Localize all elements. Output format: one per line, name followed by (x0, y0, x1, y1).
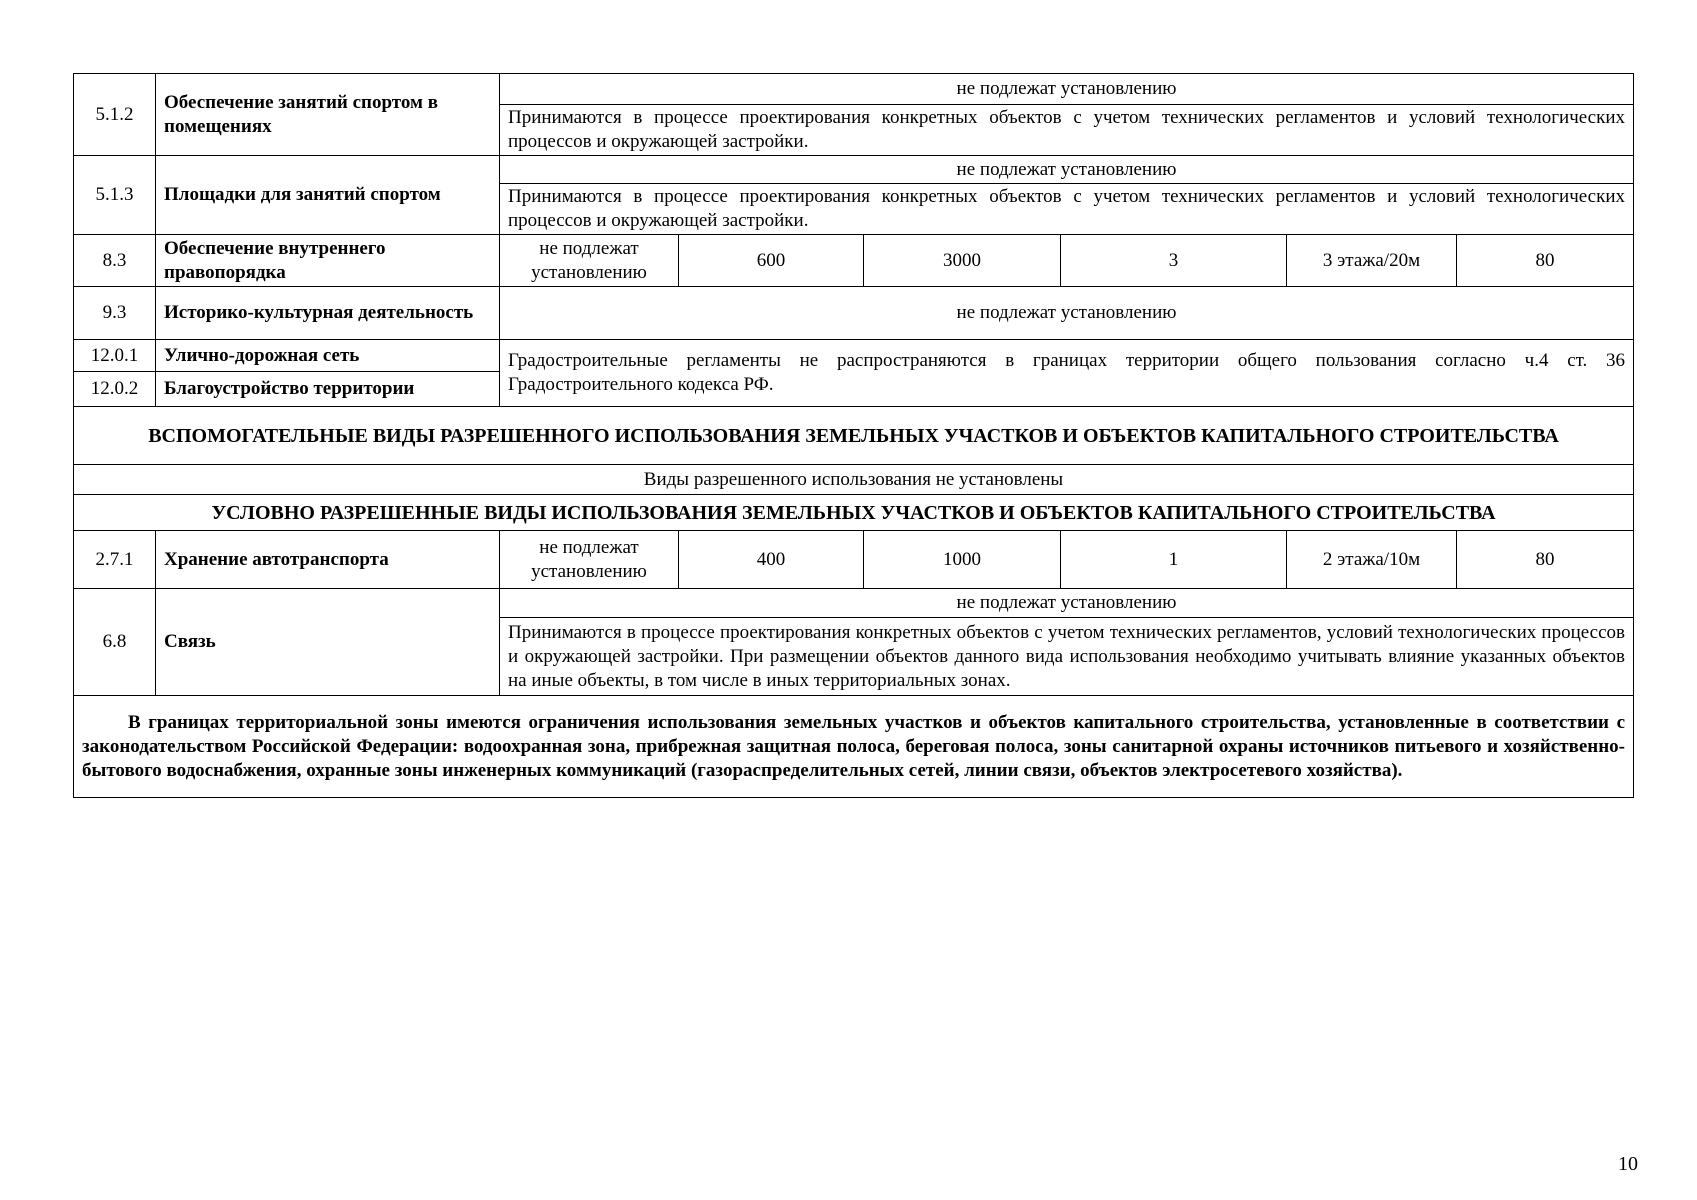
row-code: 9.3 (74, 287, 156, 340)
row-value: 2 этажа/10м (1287, 531, 1457, 589)
row-status: не подлежат установлению (500, 589, 1634, 618)
row-status: не подлежат установлению (500, 287, 1634, 340)
row-value: 80 (1457, 531, 1634, 589)
table-row (74, 340, 1634, 372)
row-code: 5.1.2 (74, 74, 156, 156)
row-code: 12.0.1 (74, 340, 156, 372)
row-value: 600 (679, 235, 864, 287)
regulations-table (73, 73, 1634, 798)
restrictions-note (74, 696, 1634, 798)
section-header-row (74, 495, 1634, 531)
section-note: Виды разрешенного использования не установлены (74, 465, 1634, 495)
row-value: не подлежат установлению (500, 531, 679, 589)
row-code: 5.1.3 (74, 156, 156, 235)
table-row (74, 287, 1634, 340)
row-code: 8.3 (74, 235, 156, 287)
row-code: 6.8 (74, 589, 156, 696)
row-note: Принимаются в процессе проектирования конкретных объектов с учетом технических регламентов и условий технологических процессов и окружающей застройки. (500, 105, 1634, 156)
row-value: 3 этажа/20м (1287, 235, 1457, 287)
row-name: Площадки для занятий спортом (156, 156, 500, 235)
table-row (74, 156, 1634, 184)
row-name: Благоустройство территории (156, 372, 500, 407)
table-row (74, 465, 1634, 495)
row-name: Улично-дорожная сеть (156, 340, 500, 372)
section-header: УСЛОВНО РАЗРЕШЕННЫЕ ВИДЫ ИСПОЛЬЗОВАНИЯ ЗЕМЕЛЬНЫХ УЧАСТКОВ И ОБЪЕКТОВ КАПИТАЛЬНОГО СТРОИТЕЛЬСТВА (74, 495, 1634, 531)
row-value: 3 (1061, 235, 1287, 287)
section-header-row (74, 407, 1634, 465)
row-note: Градостроительные регламенты не распространяются в границах территории общего пользования согласно ч.4 ст. 36 Градостроительного кодекса РФ. (500, 340, 1634, 407)
row-note: Принимаются в процессе проектирования конкретных объектов с учетом технических регламентов, условий технологических процессов и окружающей застройки. При размещении объектов данного вида использования необходимо учитывать влияние указанных объектов на иные объекты, в том числе в иных территориальных зонах. (500, 618, 1634, 696)
row-value: 400 (679, 531, 864, 589)
section-header: ВСПОМОГАТЕЛЬНЫЕ ВИДЫ РАЗРЕШЕННОГО ИСПОЛЬЗОВАНИЯ ЗЕМЕЛЬНЫХ УЧАСТКОВ И ОБЪЕКТОВ КАПИТАЛЬНОГО СТРОИТЕЛЬСТВА (74, 407, 1634, 465)
restrictions-note-text: В границах территориальной зоны имеются ограничения использования земельных участков и объектов капитального строительства, установленные в соответствии с законодательством Российской Федерации: водоохранная зона, прибрежная защитная полоса, береговая полоса, зоны санитарной охраны источников питьевого и хозяйственно-бытового водоснабжения, охранные зоны инженерных коммуникаций (газораспределительных сетей, линии связи, объектов электросетевого хозяйства). (82, 711, 1626, 781)
row-value: 80 (1457, 235, 1634, 287)
row-name: Обеспечение занятий спортом в помещениях (156, 74, 500, 156)
row-status: не подлежат установлению (500, 74, 1634, 105)
row-code: 2.7.1 (74, 531, 156, 589)
row-name: Обеспечение внутреннего правопорядка (156, 235, 500, 287)
table-row (74, 74, 1634, 105)
row-value: не подлежат установлению (500, 235, 679, 287)
row-code: 12.0.2 (74, 372, 156, 407)
table-row (74, 531, 1634, 589)
row-note: Принимаются в процессе проектирования конкретных объектов с учетом технических регламентов и условий технологических процессов и окружающей застройки. (500, 184, 1634, 235)
row-value: 3000 (864, 235, 1061, 287)
row-name: Историко-культурная деятельность (156, 287, 500, 340)
page-number: 10 (1618, 1153, 1638, 1175)
table-row (74, 589, 1634, 618)
row-value: 1 (1061, 531, 1287, 589)
table-row (74, 696, 1634, 798)
table-row (74, 235, 1634, 287)
row-status: не подлежат установлению (500, 156, 1634, 184)
row-name: Хранение автотранспорта (156, 531, 500, 589)
row-value: 1000 (864, 531, 1061, 589)
row-name: Связь (156, 589, 500, 696)
